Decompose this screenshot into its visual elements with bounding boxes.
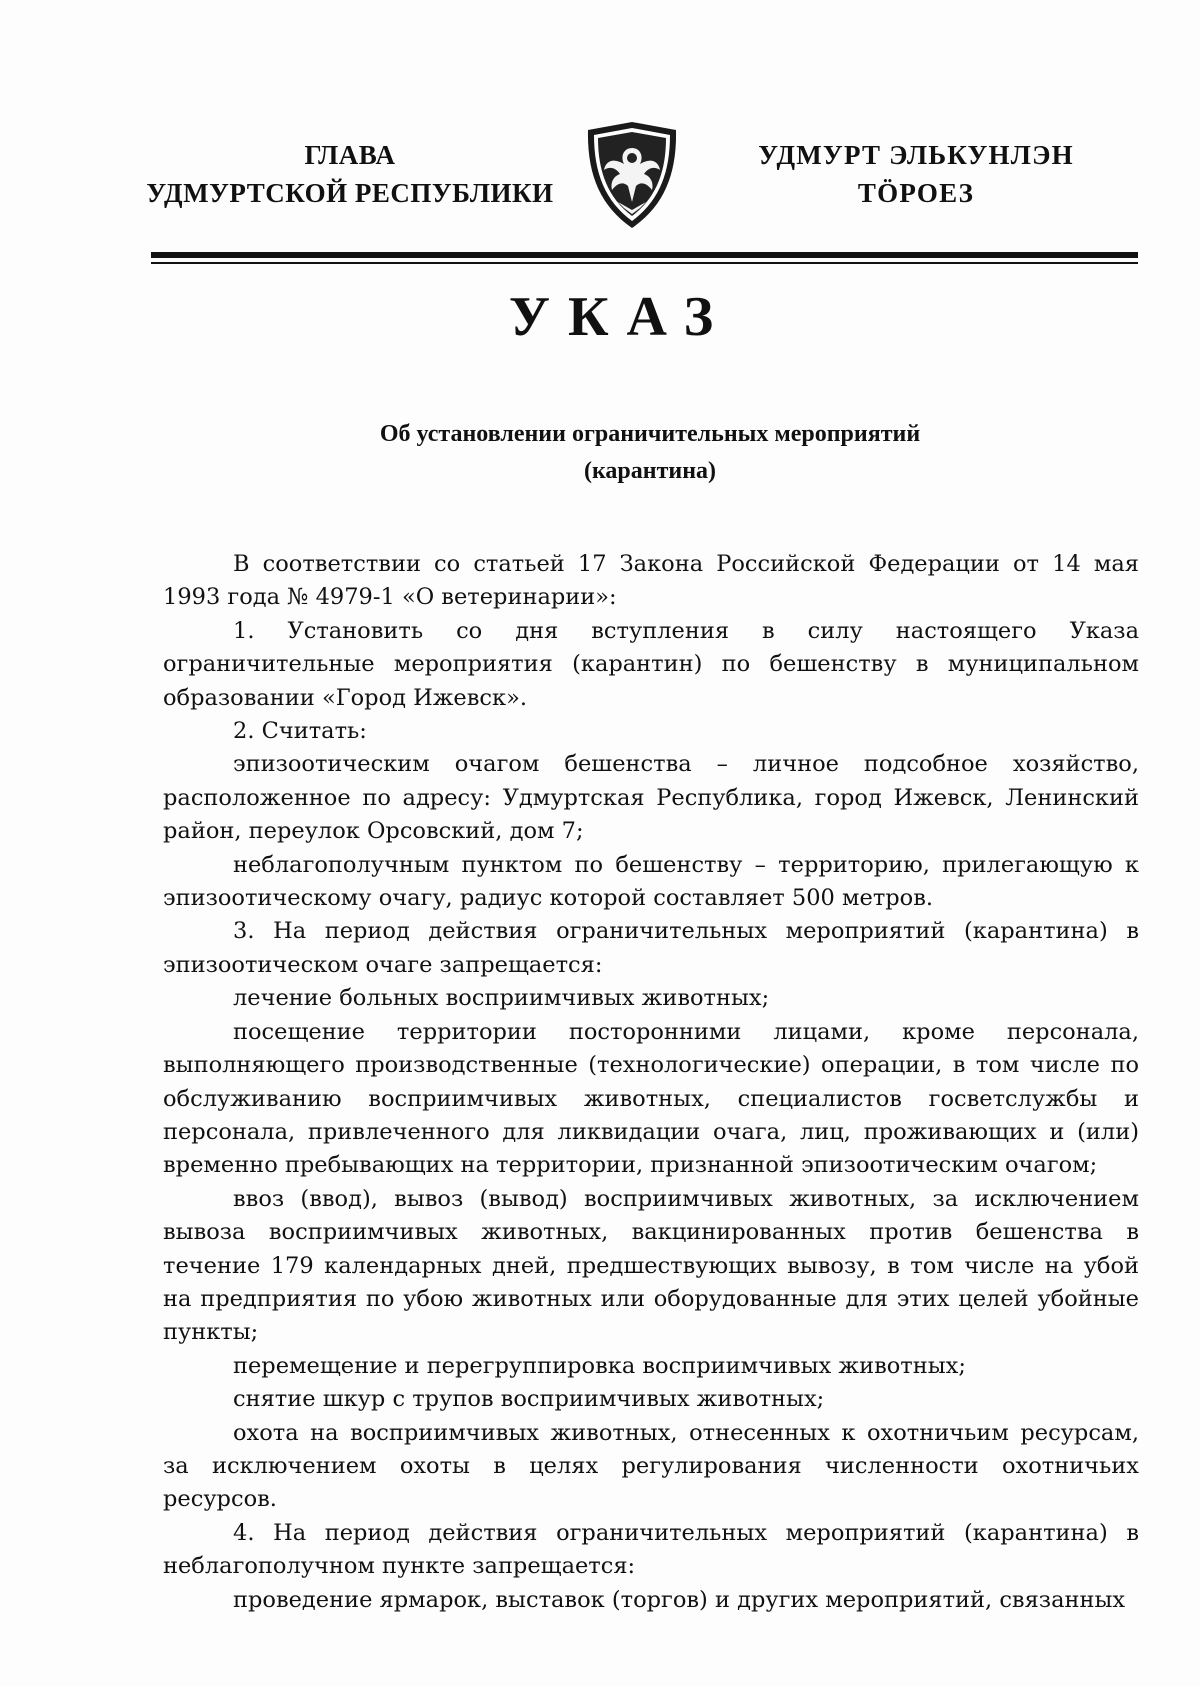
document-body [163, 548, 1139, 1617]
body-paragraph: лечение больных восприимчивых животных; [233, 985, 770, 1012]
issuer-udmurt-line-2: ТӦРОЕЗ [857, 178, 975, 208]
document-title [300, 416, 1000, 490]
body-paragraph: В соответствии со статьей 17 Закона Российской Федерации от 14 мая 1993 года № 4979-1 «О ветеринарии»: [163, 551, 1139, 611]
body-paragraph: 2. Считать: [233, 718, 367, 745]
header-divider-thick [151, 252, 1138, 258]
issuer-header-russian [140, 136, 560, 212]
body-paragraph: проведение ярмарок, выставок (торгов) и других мероприятий, связанных [233, 1586, 1126, 1613]
body-paragraph: охота на восприимчивых животных, отнесенных к охотничьим ресурсам, за исключением охоты в целях регулирования численности охотничьих ресурсов. [163, 1419, 1139, 1513]
coat-of-arms-udmurtia-icon [580, 118, 684, 232]
body-paragraph: 4. На период действия ограничительных мероприятий (карантина) в неблагополучном пункте запрещается: [163, 1519, 1139, 1580]
body-paragraph: 1. Установить со дня вступления в силу настоящего Указа ограничительные мероприятия (карантин) по бешенству в муниципальном образовании «Город Ижевск». [163, 617, 1139, 711]
body-paragraph: ввоз (ввод), вывоз (вывод) восприимчивых животных, за исключением вывоза восприимчивых животных, вакцинированных против бешенства в течение 179 календарных дней, предшествующих вывозу, в том числе на убой на предприятия по убою животных или оборудованные для этих целей убойные пункты; [163, 1185, 1139, 1346]
issuer-line-2: УДМУРТСКОЙ РЕСПУБЛИКИ [146, 178, 554, 208]
issuer-header-udmurt [736, 136, 1096, 212]
document-type-heading: УКАЗ [508, 286, 732, 348]
body-paragraph: перемещение и перегруппировка восприимчивых животных; [233, 1352, 966, 1379]
body-paragraph: эпизоотическим очагом бешенства – личное подсобное хозяйство, расположенное по адресу: Удмуртская Республика, город Ижевск, Ленинский район, переулок Орсовский, дом 7; [163, 751, 1139, 845]
body-paragraph: посещение территории посторонними лицами, кроме персонала, выполняющего производственные (технологические) операции, в том числе по обслуживанию восприимчивых животных, специалистов госветслужбы и персонала, привлеченного для ликвидации очага, лиц, проживающих и (или) временно пребывающих на территории, признанной эпизоотическим очагом; [163, 1018, 1139, 1179]
issuer-line-1: ГЛАВА [304, 140, 396, 170]
issuer-udmurt-line-1: УДМУРТ ЭЛЬКУНЛЭН [758, 140, 1074, 170]
body-paragraph: 3. На период действия ограничительных мероприятий (карантина) в эпизоотическом очаге запрещается: [163, 918, 1139, 978]
document-title-line-2: (карантина) [583, 458, 717, 484]
body-paragraph: неблагополучным пунктом по бешенству – территорию, прилегающую к эпизоотическому очагу, радиус которой составляет 500 метров. [163, 851, 1139, 912]
body-paragraph: снятие шкур с трупов восприимчивых животных; [233, 1386, 825, 1413]
document-title-line-1: Об установлении ограничительных мероприятий [379, 421, 921, 447]
header-divider-thin [151, 262, 1138, 264]
